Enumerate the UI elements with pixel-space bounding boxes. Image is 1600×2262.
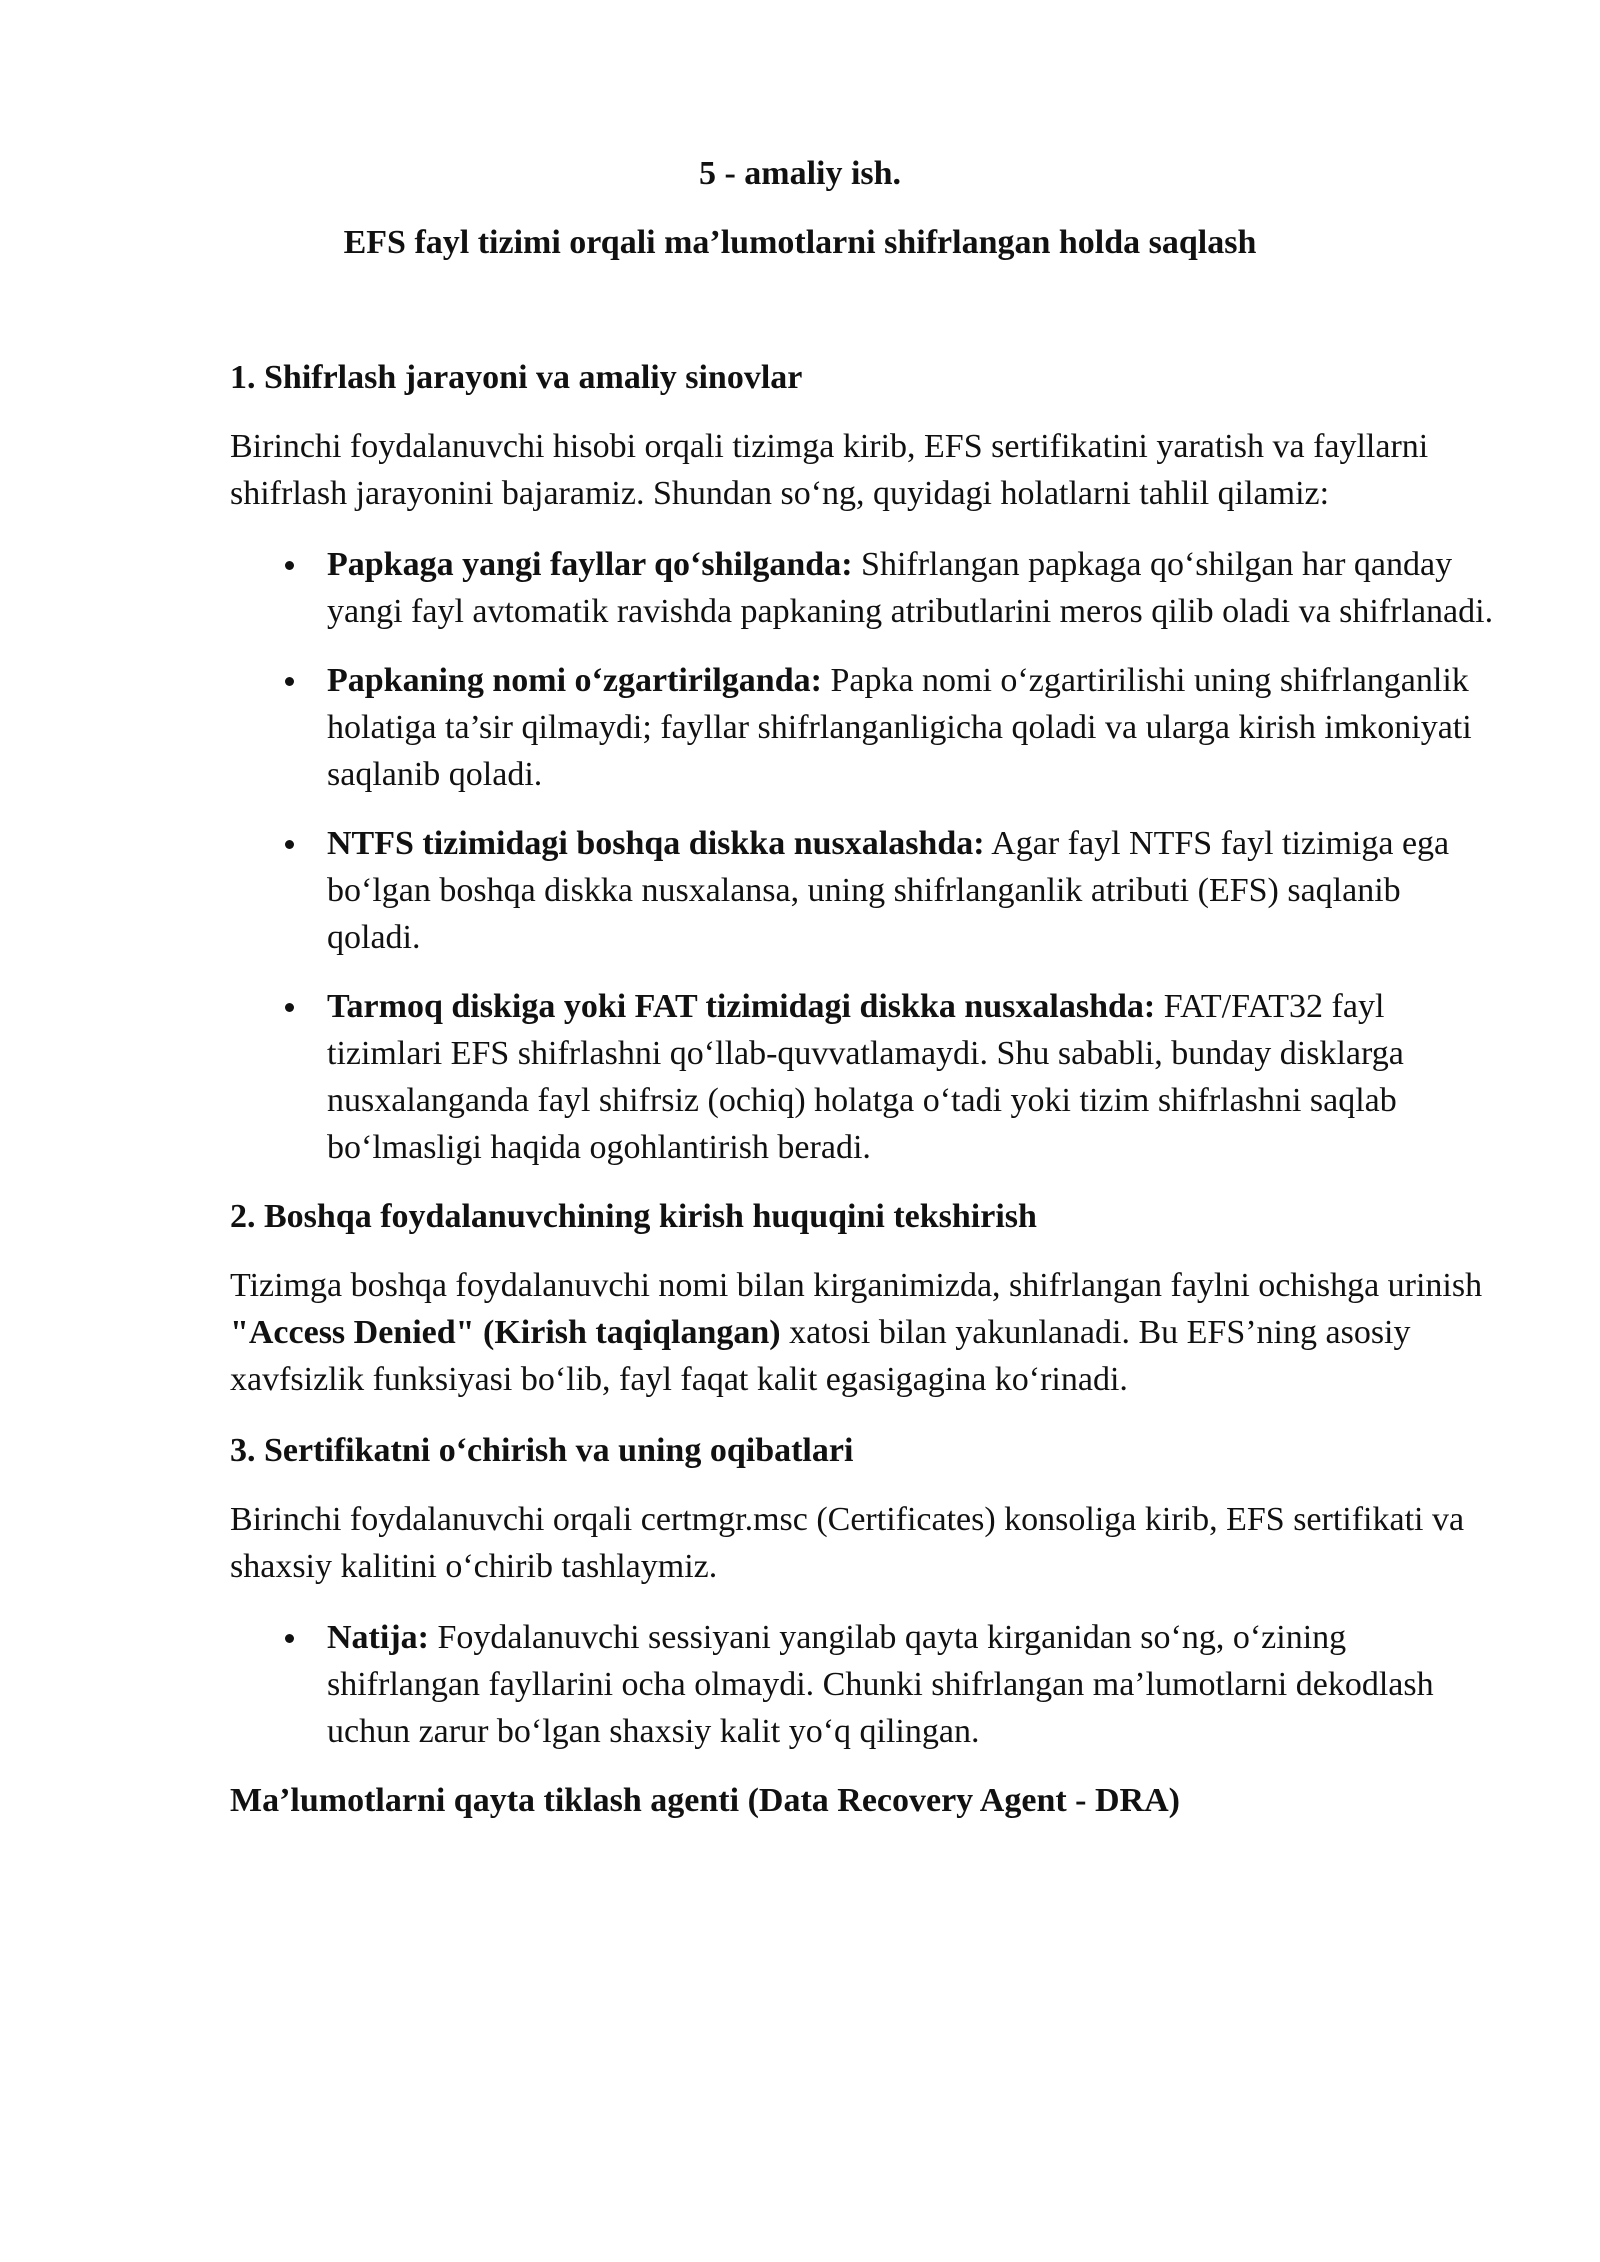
section-3-title: 3. Sertifikatni o‘chirish va uning oqibatlari [230, 1432, 854, 1469]
list-item-label: Papkaga yangi fayllar qo‘shilganda: [327, 546, 853, 583]
list-item-label: NTFS tizimidagi boshqa diskka nusxalashda: [327, 825, 985, 862]
list-item-text: Papka nomi o‘zgartirilishi uning shifrlanganlik holatiga ta’sir qilmaydi; fayllar shifrlanganligicha qoladi va ularga kirish imkoniyati saqlanib qoladi. [327, 662, 1472, 793]
section-2-title: 2. Boshqa foydalanuvchining kirish huquqini tekshirish [230, 1198, 1037, 1235]
list-item [230, 820, 1500, 961]
section-1-intro: Birinchi foydalanuvchi hisobi orqali tizimga kirib, EFS sertifikatini yaratish va fayllarni shifrlash jarayonini bajaramiz. Shundan so‘ng, quyidagi holatlarni tahlil qilamiz: [230, 428, 1429, 512]
section-1-title: 1. Shifrlash jarayoni va amaliy sinovlar [230, 359, 803, 396]
list-item-text: Foydalanuvchi sessiyani yangilab qayta kirganidan so‘ng, o‘zining shifrlangan fayllarini ocha olmaydi. Chunki shifrlangan ma’lumotlarni dekodlash uchun zarur bo‘lgan shaxsiy kalit yo‘q qilingan. [327, 1619, 1434, 1750]
list-item [230, 541, 1500, 635]
list-item-label: Papkaning nomi o‘zgartirilganda: [327, 662, 822, 699]
list-item [230, 1614, 1500, 1755]
list-item-label: Natija: [327, 1619, 429, 1656]
bullet-icon [285, 840, 294, 849]
document-content [230, 150, 1500, 1846]
work-number: 5 - amaliy ish. [698, 155, 902, 192]
document-title: EFS fayl tizimi orqali ma’lumotlarni shifrlangan holda saqlash [343, 224, 1257, 261]
bullet-icon [285, 1634, 294, 1643]
bullet-icon [285, 561, 294, 570]
list-item-text: Shifrlangan papkaga qo‘shilgan har qanday yangi fayl avtomatik ravishda papkaning atributlarini meros qilib oladi va shifrlanadi. [327, 546, 1494, 630]
bullet-icon [285, 1003, 294, 1012]
section-1-list [230, 541, 1500, 1171]
list-item-text: FAT/FAT32 fayl tizimlari EFS shifrlashni qo‘llab-quvvatlamaydi. Shu sababli, bunday disklarga nusxalanganda fayl shifrsiz (ochiq) holatga o‘tadi yoki tizim shifrlashni saqlab bo‘lmasligi haqida ogohlantirish beradi. [327, 988, 1404, 1166]
section-2-text-before: Tizimga boshqa foydalanuvchi nomi bilan kirganimizda, shifrlangan faylni ochishga urinish [230, 1267, 1483, 1304]
list-item-label: Tarmoq diskiga yoki FAT tizimidagi diskka nusxalashda: [327, 988, 1156, 1025]
section-3-intro: Birinchi foydalanuvchi orqali certmgr.msc (Certificates) konsoliga kirib, EFS sertifikati va shaxsiy kalitini o‘chirib tashlaymiz. [230, 1501, 1465, 1585]
list-item-text: Agar fayl NTFS fayl tizimiga ega bo‘lgan boshqa diskka nusxalansa, uning shifrlanganlik atributi (EFS) saqlanib qoladi. [327, 825, 1450, 956]
list-item [230, 657, 1500, 798]
section-2-text-after: xatosi bilan yakunlanadi. Bu EFS’ning asosiy xavfsizlik funksiyasi bo‘lib, fayl faqat kalit egasigagina ko‘rinadi. [230, 1314, 1411, 1398]
access-denied-phrase: "Access Denied" (Kirish taqiqlangan) [230, 1314, 781, 1351]
section-2-paragraph [230, 1262, 1500, 1403]
section-4-title: Ma’lumotlarni qayta tiklash agenti (Data Recovery Agent - DRA) [230, 1782, 1180, 1819]
bullet-icon [285, 677, 294, 686]
list-item [230, 983, 1500, 1171]
section-3-list [230, 1614, 1500, 1755]
